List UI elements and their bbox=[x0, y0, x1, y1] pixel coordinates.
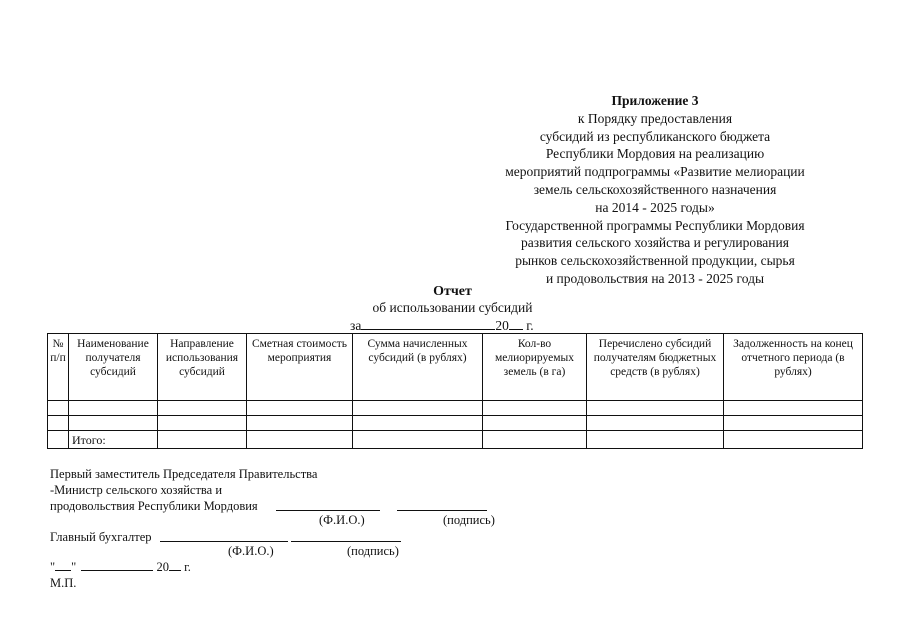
appendix-heading: Приложение 3 bbox=[611, 93, 699, 108]
date-line bbox=[50, 559, 191, 575]
col-header-reclaimed-land: Кол-во мелиорируемых земель (в га) bbox=[483, 334, 587, 401]
col-header-estimated-cost: Сметная стоимость мероприятия bbox=[247, 334, 353, 401]
period-year-blank bbox=[509, 317, 523, 330]
stamp-label: М.П. bbox=[50, 576, 77, 590]
signature-blank-line bbox=[397, 510, 487, 511]
chief-accountant-fio-label: (Ф.И.О.) bbox=[228, 544, 274, 558]
table-row bbox=[48, 401, 863, 416]
date-quote-open: " bbox=[50, 560, 56, 574]
appendix-line: земель сельскохозяйственного назначения bbox=[533, 181, 777, 197]
first-deputy-line-2: -Министр сельского хозяйства и bbox=[50, 483, 223, 497]
col-header-number: № п/п bbox=[48, 334, 69, 401]
chief-accountant-signature-line bbox=[291, 541, 401, 542]
col-header-transferred-subsidies: Перечислено субсидий получателям бюджетных средств (в рублях) bbox=[587, 334, 724, 401]
table-header-row bbox=[48, 334, 863, 401]
appendix-line: мероприятий подпрограммы «Развитие мелиорации bbox=[505, 164, 805, 180]
col-header-recipient: Наименование получателя субсидий bbox=[69, 334, 158, 401]
chief-accountant-signature-label: (подпись) bbox=[347, 544, 399, 558]
col-header-direction: Направление использования субсидий bbox=[158, 334, 247, 401]
fio-label: (Ф.И.О.) bbox=[319, 513, 365, 527]
signature-label: (подпись) bbox=[443, 513, 495, 527]
col-header-debt: Задолженность на конец отчетного периода (в рублях) bbox=[724, 334, 863, 401]
appendix-line: субсидий из республиканского бюджета bbox=[539, 128, 771, 144]
appendix-line: и продовольствия на 2013 - 2025 годы bbox=[545, 270, 765, 286]
appendix-line: развития сельского хозяйства и регулирования bbox=[521, 235, 789, 251]
period-year-suffix: г. bbox=[526, 318, 534, 333]
period-blank bbox=[361, 317, 495, 330]
report-subtitle: об использовании субсидий bbox=[372, 300, 533, 315]
report-table bbox=[47, 333, 863, 449]
date-year: 20 bbox=[156, 560, 169, 574]
appendix-block bbox=[455, 92, 855, 288]
first-deputy-line-3: продовольствия Республики Мордовия bbox=[50, 499, 258, 513]
date-quote-close: " bbox=[71, 560, 77, 574]
period-prefix: за bbox=[350, 318, 362, 333]
table-row bbox=[48, 416, 863, 431]
col-header-accrued-subsidies: Сумма начисленных субсидий (в рублях) bbox=[353, 334, 483, 401]
appendix-line: Государственной программы Республики Мордовия bbox=[505, 217, 805, 233]
date-year-suffix: г. bbox=[184, 560, 191, 574]
appendix-line: рынков сельскохозяйственной продукции, сырья bbox=[515, 253, 795, 269]
first-deputy-line-1: Первый заместитель Председателя Правительства bbox=[50, 467, 318, 481]
period-year-prefix: 20 bbox=[495, 318, 509, 333]
fio-blank-line bbox=[276, 510, 380, 511]
appendix-line: Республики Мордовия на реализацию bbox=[545, 146, 765, 162]
chief-accountant-label: Главный бухгалтер bbox=[50, 530, 152, 544]
report-period bbox=[350, 317, 534, 334]
appendix-line: на 2014 - 2025 годы» bbox=[595, 199, 715, 215]
table-total-row bbox=[48, 431, 863, 449]
total-label: Итого: bbox=[69, 431, 158, 449]
report-title: Отчет bbox=[433, 284, 472, 299]
appendix-line: к Порядку предоставления bbox=[577, 110, 733, 126]
chief-accountant-fio-line bbox=[160, 541, 288, 542]
